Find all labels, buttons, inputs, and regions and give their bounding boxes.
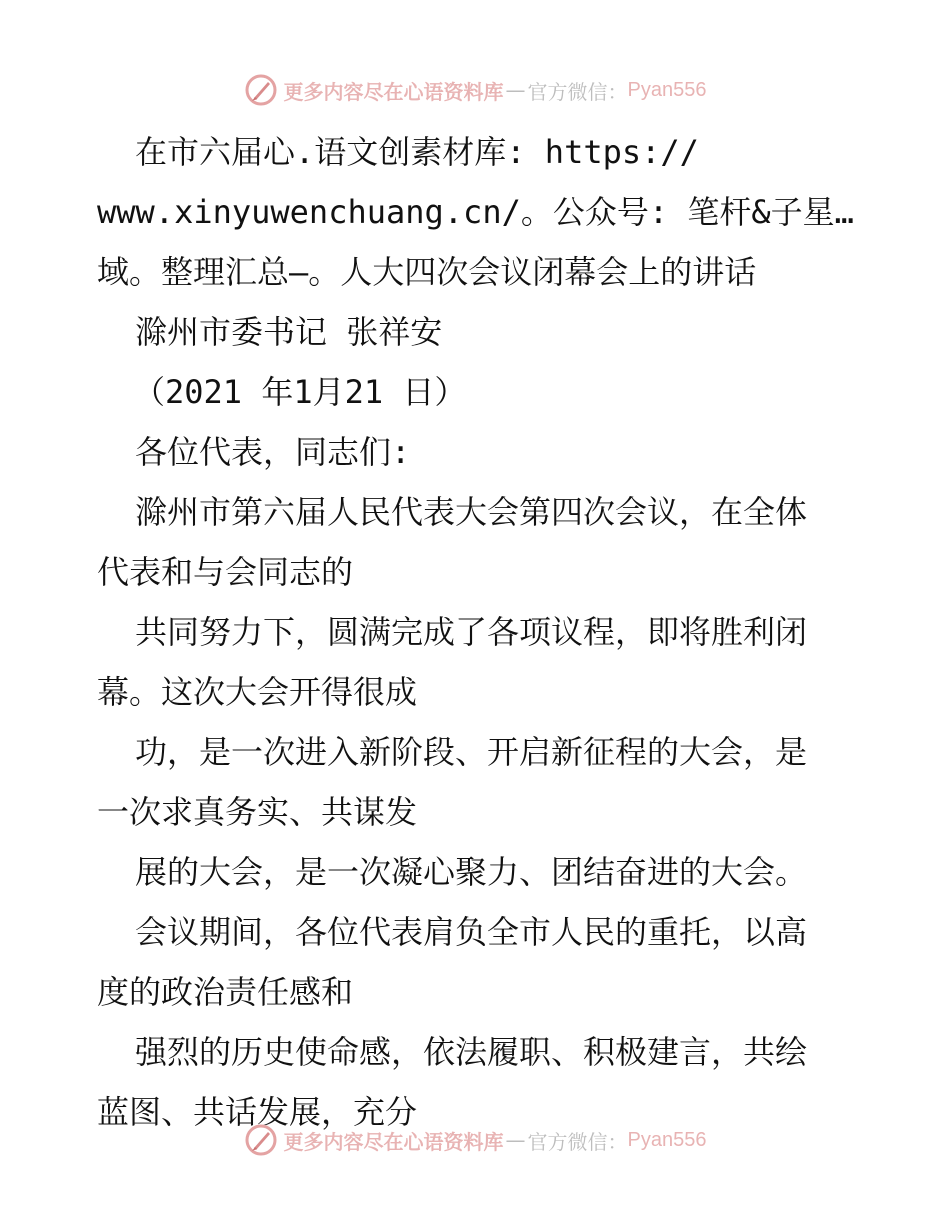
- body-line: 功，是一次进入新阶段、开启新征程的大会，是: [135, 733, 808, 771]
- body-line: www.xinyuwenchuang.cn/。公众号: 笔杆&子星…: [97, 193, 854, 231]
- watermark-text: 更多内容尽在心语资料库: [283, 79, 504, 104]
- body-line: 度的政治责任感和: [97, 973, 354, 1011]
- body-line: 滁州市第六届人民代表大会第四次会议，在全体: [135, 493, 808, 531]
- body-line: 幕。这次大会开得很成: [97, 673, 418, 711]
- body-line: 强烈的历史使命感，依法履职、积极建言，共绘: [135, 1033, 808, 1071]
- quill-pen-icon: [244, 1123, 278, 1157]
- body-line: 会议期间，各位代表肩负全市人民的重托，以高: [135, 913, 808, 951]
- author-line: 滁州市委书记 张祥安: [135, 313, 443, 351]
- footer-watermark: [0, 1120, 950, 1160]
- body-line: 共同努力下，圆满完成了各项议程，即将胜利闭: [135, 613, 808, 651]
- body-line: 展的大会，是一次凝心聚力、团结奋进的大会。: [135, 853, 808, 891]
- watermark-id: Pyan556: [627, 78, 707, 101]
- watermark-separator: —: [505, 78, 526, 102]
- watermark-label: 官方微信：: [527, 79, 628, 104]
- watermark-text: 更多内容尽在心语资料库: [283, 1129, 504, 1154]
- body-line: 代表和与会同志的: [97, 553, 354, 591]
- watermark-label: 官方微信：: [527, 1129, 628, 1154]
- body-line: 在市六届心.语文创素材库: https://: [135, 133, 699, 171]
- watermark-separator: —: [505, 1128, 526, 1152]
- salutation-line: 各位代表，同志们:: [135, 433, 411, 471]
- document-body: [97, 122, 857, 1142]
- body-line: 域。整理汇总—。人大四次会议闭幕会上的讲话: [97, 253, 757, 291]
- watermark-id: Pyan556: [627, 1128, 707, 1151]
- quill-pen-icon: [244, 73, 278, 107]
- body-line: 蓝图、共话发展，充分: [97, 1093, 418, 1131]
- date-line: （2021 年1月21 日）: [133, 373, 467, 411]
- header-watermark: [0, 70, 950, 110]
- body-line: 一次求真务实、共谋发: [97, 793, 418, 831]
